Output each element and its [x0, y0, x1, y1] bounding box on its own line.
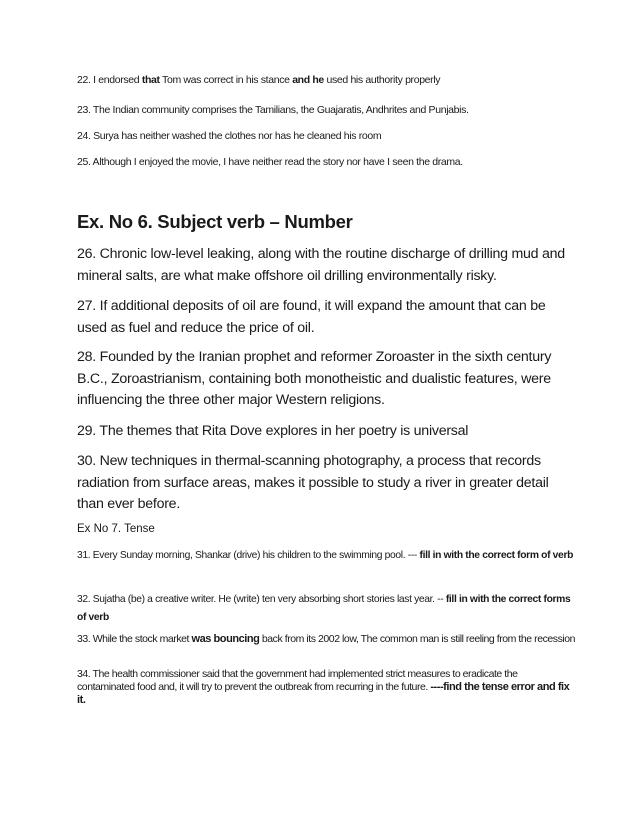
ex7-heading: Ex No 7. Tense: [77, 523, 155, 535]
question-33-part1: 33. While the stock market: [77, 633, 192, 645]
question-33: [77, 633, 577, 646]
question-27: 27. If additional deposits of oil are found, it will expand the amount that can be used as fuel and reduce the price of oil.: [77, 298, 546, 336]
question-32-text: 32. Sujatha (be) a creative writer. He (write) ten very absorbing short stories last year. --: [77, 594, 446, 605]
sentence-22-bold-andhe: and he: [292, 74, 324, 86]
sentence-24: 24. Surya has neither washed the clothes nor has he cleaned his room: [77, 130, 382, 142]
sentence-22: [77, 74, 440, 86]
question-34-instruction: ----find the tense error and fix it.: [77, 681, 570, 706]
question-32-instruction: fill in with the correct forms of verb: [77, 594, 571, 623]
ex6-heading: Ex. No 6. Subject verb – Number: [77, 211, 353, 232]
question-30: 30. New techniques in thermal-scanning photography, a process that records radiation from surface areas, makes it possible to study a river in greater detail than ever before.: [77, 453, 549, 512]
question-32: [77, 591, 577, 627]
sentence-22-part1: 22. I endorsed: [77, 74, 142, 86]
question-31-text: 31. Every Sunday morning, Shankar (drive) his children to the swimming pool. ---: [77, 550, 420, 561]
sentence-23: 23. The Indian community comprises the Tamilians, the Guajaratis, Andhrites and Punjabis.: [77, 104, 469, 116]
question-33-bold: was bouncing: [191, 633, 260, 645]
sentence-22-part3: Tom was correct in his stance: [159, 74, 293, 86]
question-33-part2: back from its 2002 low, The common man is still reeling from the recession: [259, 633, 576, 645]
question-28: 28. Founded by the Iranian prophet and reformer Zoroaster in the sixth century B.C., Zoroastrianism, containing both monotheistic and dualistic features, were influencing the three other major Western religions.: [77, 349, 552, 408]
question-26: 26. Chronic low-level leaking, along with the routine discharge of drilling mud and mineral salts, are what make offshore oil drilling environmentally risky.: [77, 246, 565, 284]
sentence-22-part5: used his authority properly: [323, 74, 441, 86]
question-31-instruction: fill in with the correct form of verb: [419, 550, 574, 561]
sentence-25: 25. Although I enjoyed the movie, I have neither read the story nor have I seen the drama.: [77, 156, 463, 168]
question-34: [77, 668, 577, 707]
question-31: [77, 547, 577, 565]
sentence-22-bold-that: that: [141, 74, 160, 86]
question-29: 29. The themes that Rita Dove explores in her poetry is universal: [77, 423, 469, 439]
question-34-text: 34. The health commissioner said that the government had implemented strict measures to eradicate the contaminated food and, it will try to prevent the outbreak from recurring in the future.: [77, 668, 518, 693]
